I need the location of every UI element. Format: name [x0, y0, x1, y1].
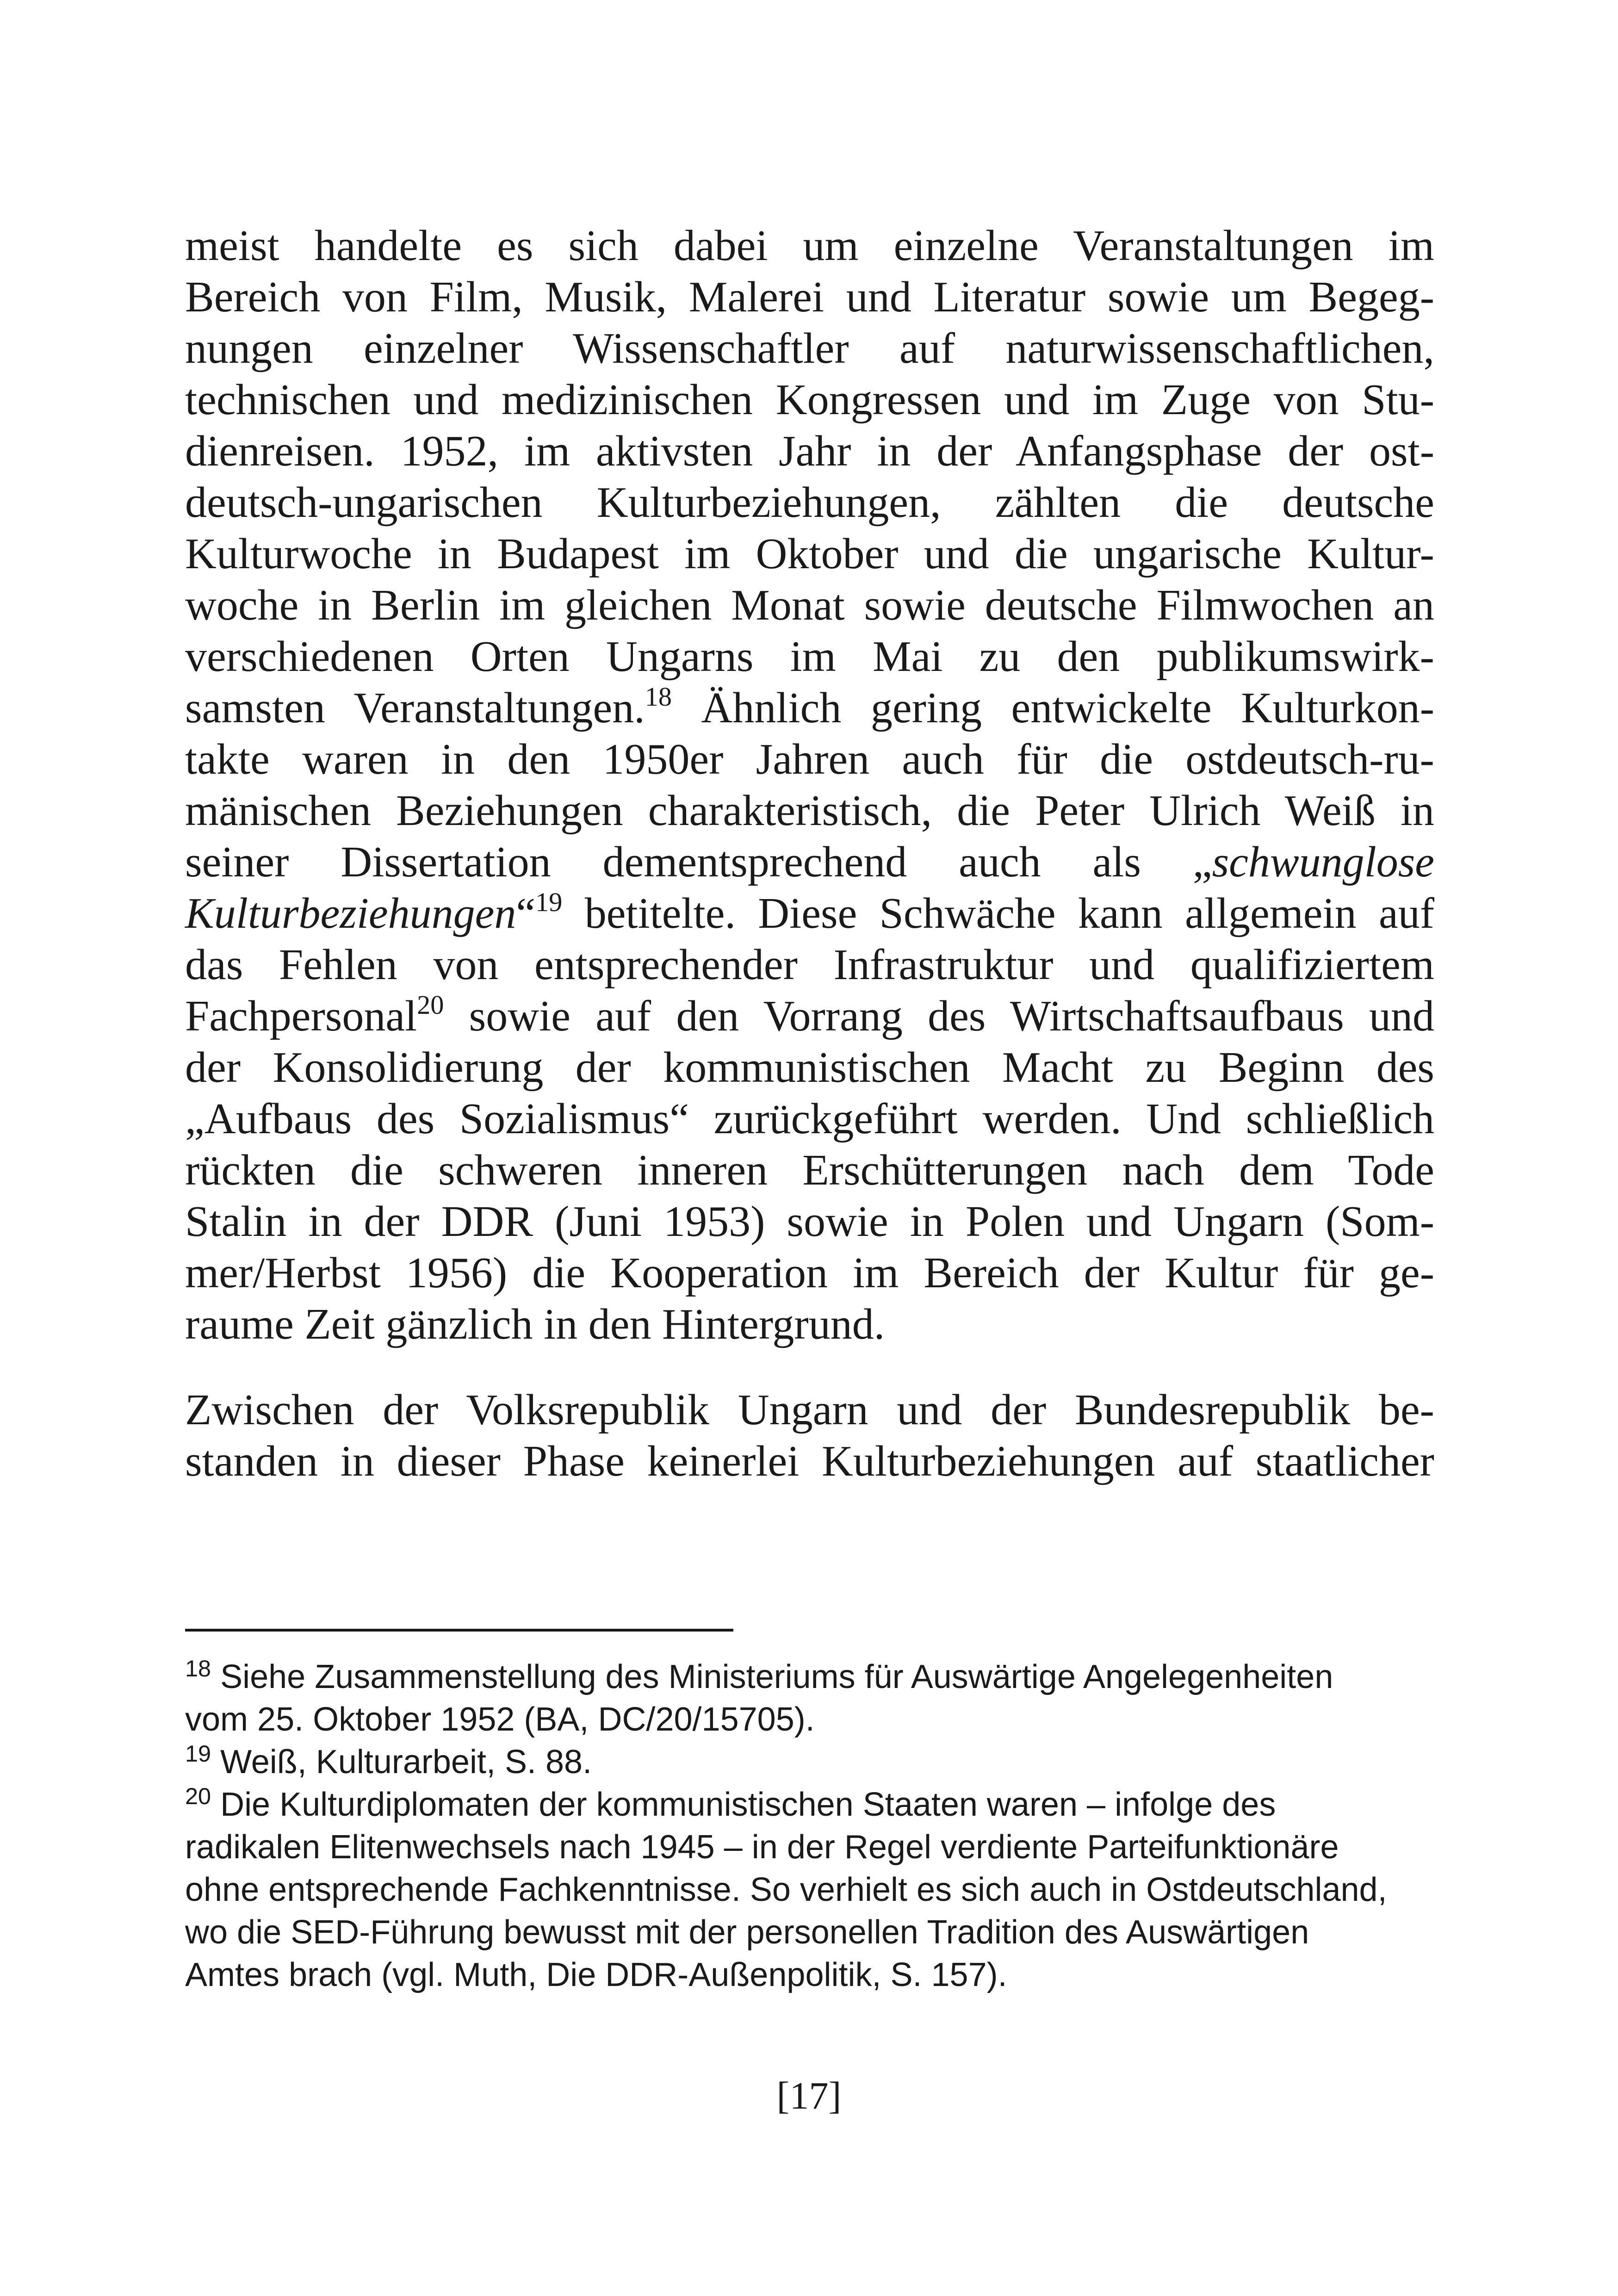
text-fragment: seiner Dissertation dementsprechend auch als „	[185, 838, 1212, 886]
body-paragraph-1	[185, 220, 1434, 1350]
text-line: nungen einzelner Wissenschaftler auf naturwissenschaftlichen,	[185, 324, 1434, 372]
text-line: standen in dieser Phase keinerlei Kulturbeziehungen auf staatlicher	[185, 1437, 1434, 1485]
italic-quote: Kulturbeziehungen	[185, 889, 516, 937]
text-line: mer/Herbst 1956) die Kooperation im Bereich der Kultur für ge-	[185, 1249, 1434, 1297]
text-line: „Aufbaus des Sozialismus“ zurückgeführt werden. Und schließlich	[185, 1095, 1434, 1143]
footnote-text: Siehe Zusammenstellung des Ministeriums für Auswärtige Angelegenheiten	[211, 1658, 1333, 1695]
footnote-text: Weiß, Kulturarbeit, S. 88.	[211, 1744, 592, 1781]
footnote-number: 18	[185, 1655, 211, 1682]
text-line: Kulturwoche in Budapest im Oktober und die ungarische Kultur-	[185, 530, 1434, 578]
text-line: dienreisen. 1952, im aktivsten Jahr in der Anfangsphase der ost-	[185, 427, 1434, 475]
footnote-line: Amtes brach (vgl. Muth, Die DDR-Außenpolitik, S. 157).	[185, 1956, 1007, 1993]
footnotes	[185, 1656, 1434, 1996]
text-line: verschiedenen Orten Ungarns im Mai zu den publikumswirk-	[185, 633, 1434, 681]
text-line	[185, 683, 1434, 734]
footnote-line	[185, 1656, 1434, 1698]
footnote-number: 20	[185, 1782, 211, 1809]
text-line: raume Zeit gänzlich in den Hintergrund.	[185, 1300, 885, 1348]
footnote-line: radikalen Elitenwechsels nach 1945 – in der Regel verdiente Parteifunktionäre	[185, 1829, 1339, 1866]
text-fragment: betitelte. Diese Schwäche kann allgemein auf	[562, 889, 1434, 937]
footnote-reference-19[interactable]: 19	[535, 887, 563, 917]
footnote-reference-18[interactable]: 18	[645, 681, 672, 712]
text-line: meist handelte es sich dabei um einzelne Veranstaltungen im	[185, 222, 1434, 270]
body-paragraph-2	[185, 1384, 1434, 1487]
text-line: deutsch-ungarischen Kulturbeziehungen, zählten die deutsche	[185, 478, 1434, 527]
text-line: woche in Berlin im gleichen Monat sowie deutsche Filmwochen an	[185, 581, 1434, 629]
text-line: Bereich von Film, Musik, Malerei und Literatur sowie um Begeg-	[185, 273, 1434, 321]
text-line: Stalin in der DDR (Juni 1953) sowie in Polen und Ungarn (Som-	[185, 1198, 1434, 1246]
closing-quote: “	[516, 889, 536, 937]
footnote-line	[185, 1741, 1434, 1783]
footnote-separator	[185, 1629, 733, 1632]
footnote-19	[185, 1741, 1434, 1783]
text-line: mänischen Beziehungen charakteristisch, die Peter Ulrich Weiß in	[185, 787, 1434, 835]
footnote-20	[185, 1783, 1434, 1996]
text-line: takte waren in den 1950er Jahren auch für die ostdeutsch-ru-	[185, 735, 1434, 783]
text-line	[185, 991, 1434, 1042]
text-fragment: samsten Veranstaltungen.	[185, 684, 645, 732]
text-fragment: Ähnlich gering entwickelte Kulturkon-	[672, 684, 1435, 732]
footnote-line: ohne entsprechende Fachkenntnisse. So verhielt es sich auch in Ostdeutschland,	[185, 1871, 1387, 1908]
footnote-reference-20[interactable]: 20	[417, 989, 444, 1020]
text-fragment: Fachpersonal	[185, 992, 417, 1040]
footnote-line: vom 25. Oktober 1952 (BA, DC/20/15705).	[185, 1701, 815, 1738]
footnote-line: wo die SED-Führung bewusst mit der personellen Tradition des Auswärtigen	[185, 1914, 1309, 1951]
footnote-line	[185, 1783, 1434, 1826]
text-line: der Konsolidierung der kommunistischen Macht zu Beginn des	[185, 1043, 1434, 1092]
text-line: Zwischen der Volksrepublik Ungarn und der Bundesrepublik be-	[185, 1386, 1434, 1434]
footnote-text: Die Kulturdiplomaten der kommunistischen Staaten waren – infolge des	[211, 1786, 1276, 1823]
text-line: rückten die schweren inneren Erschütterungen nach dem Tode	[185, 1146, 1434, 1194]
text-line: technischen und medizinischen Kongressen und im Zuge von Stu-	[185, 376, 1434, 424]
text-line: das Fehlen von entsprechender Infrastruktur und qualifiziertem	[185, 941, 1434, 989]
text-fragment: sowie auf den Vorrang des Wirtschaftsaufbaus und	[444, 992, 1434, 1040]
text-line	[185, 888, 1434, 939]
footnote-18	[185, 1656, 1434, 1741]
text-line	[185, 837, 1434, 888]
page-number: [17]	[776, 2074, 842, 2117]
footnote-number: 19	[185, 1740, 211, 1767]
italic-quote: schwunglose	[1212, 838, 1434, 886]
